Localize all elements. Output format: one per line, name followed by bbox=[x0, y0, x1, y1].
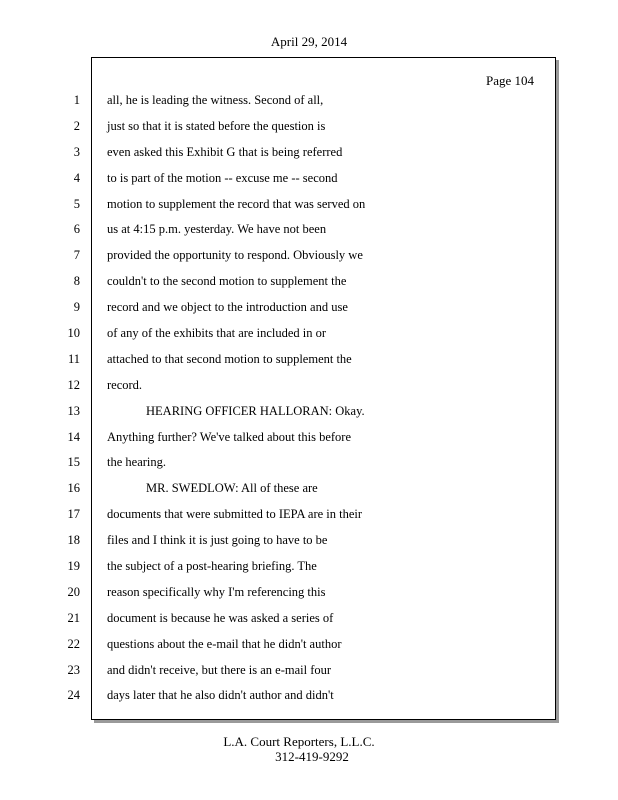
transcript-line bbox=[0, 321, 618, 347]
line-text: the subject of a post-hearing briefing. The bbox=[107, 559, 317, 574]
page-number: Page 104 bbox=[485, 73, 534, 88]
transcript-line bbox=[0, 425, 618, 451]
transcript-line bbox=[0, 166, 618, 192]
transcript-line bbox=[0, 114, 618, 140]
transcript-line bbox=[0, 373, 618, 399]
line-text: record. bbox=[107, 377, 143, 392]
line-text: and didn't receive, but there is an e-mail four bbox=[107, 662, 332, 677]
line-number: 5 bbox=[73, 196, 80, 211]
transcript-line bbox=[0, 399, 618, 425]
transcript-line bbox=[0, 217, 618, 243]
line-number: 19 bbox=[67, 559, 80, 574]
transcript-line bbox=[0, 140, 618, 166]
transcript-line bbox=[0, 632, 618, 658]
transcript-line bbox=[0, 528, 618, 554]
transcript-line bbox=[0, 683, 618, 709]
line-text: provided the opportunity to respond. Obviously we bbox=[107, 248, 363, 263]
line-text: questions about the e-mail that he didn't author bbox=[107, 636, 342, 651]
line-text: record and we object to the introduction and use bbox=[107, 300, 348, 315]
footer bbox=[0, 734, 618, 764]
transcript-lines bbox=[0, 88, 618, 709]
transcript-line bbox=[0, 658, 618, 684]
line-number: 13 bbox=[67, 403, 80, 418]
line-number: 16 bbox=[67, 481, 80, 496]
line-text: attached to that second motion to supplement the bbox=[107, 351, 352, 366]
transcript-line bbox=[0, 502, 618, 528]
line-number: 7 bbox=[73, 248, 80, 263]
line-number: 10 bbox=[67, 326, 80, 341]
line-number: 22 bbox=[67, 636, 80, 651]
line-text: document is because he was asked a series of bbox=[107, 610, 334, 625]
line-text: of any of the exhibits that are included in or bbox=[107, 326, 327, 341]
footer-phone: 312-419-9292 bbox=[275, 749, 349, 764]
line-number: 8 bbox=[73, 274, 80, 289]
footer-company: L.A. Court Reporters, L.L.C. bbox=[223, 734, 375, 749]
line-number: 12 bbox=[67, 377, 80, 392]
line-number: 3 bbox=[73, 144, 80, 159]
line-text: even asked this Exhibit G that is being referred bbox=[107, 144, 343, 159]
transcript-line bbox=[0, 243, 618, 269]
line-text: reason specifically why I'm referencing this bbox=[107, 584, 326, 599]
line-number: 6 bbox=[73, 222, 80, 237]
line-number: 17 bbox=[67, 507, 80, 522]
line-text: HEARING OFFICER HALLORAN: Okay. bbox=[146, 403, 365, 418]
transcript-line bbox=[0, 554, 618, 580]
transcript-line bbox=[0, 450, 618, 476]
line-text: Anything further? We've talked about this before bbox=[107, 429, 351, 444]
line-number: 14 bbox=[67, 429, 80, 444]
line-number: 24 bbox=[67, 688, 80, 703]
line-text: just so that it is stated before the question is bbox=[107, 118, 326, 133]
header-date: April 29, 2014 bbox=[270, 34, 348, 49]
line-text: the hearing. bbox=[107, 455, 167, 470]
line-number: 1 bbox=[73, 93, 80, 107]
line-text: motion to supplement the record that was served on bbox=[107, 196, 366, 211]
line-text: us at 4:15 p.m. yesterday. We have not been bbox=[107, 222, 327, 237]
transcript-line bbox=[0, 88, 618, 114]
line-text: files and I think it is just going to have to be bbox=[107, 533, 328, 548]
line-number: 18 bbox=[67, 533, 80, 548]
transcript-line bbox=[0, 606, 618, 632]
line-number: 9 bbox=[73, 300, 80, 315]
line-number: 15 bbox=[67, 455, 80, 470]
transcript-line bbox=[0, 269, 618, 295]
line-text: days later that he also didn't author and didn't bbox=[107, 688, 334, 703]
line-number: 4 bbox=[73, 170, 80, 185]
transcript-line bbox=[0, 580, 618, 606]
transcript-line bbox=[0, 476, 618, 502]
line-text: all, he is leading the witness. Second of all, bbox=[107, 93, 324, 107]
transcript-line bbox=[0, 192, 618, 218]
line-number: 20 bbox=[67, 584, 80, 599]
line-number: 23 bbox=[67, 662, 80, 677]
transcript-line bbox=[0, 347, 618, 373]
line-text: to is part of the motion -- excuse me -- second bbox=[107, 170, 338, 185]
line-text: couldn't to the second motion to supplement the bbox=[107, 274, 347, 289]
line-text: MR. SWEDLOW: All of these are bbox=[146, 481, 318, 496]
line-number: 21 bbox=[67, 610, 80, 625]
line-text: documents that were submitted to IEPA are in their bbox=[107, 507, 363, 522]
line-number: 11 bbox=[67, 351, 80, 366]
transcript-line bbox=[0, 295, 618, 321]
line-number: 2 bbox=[73, 118, 80, 133]
